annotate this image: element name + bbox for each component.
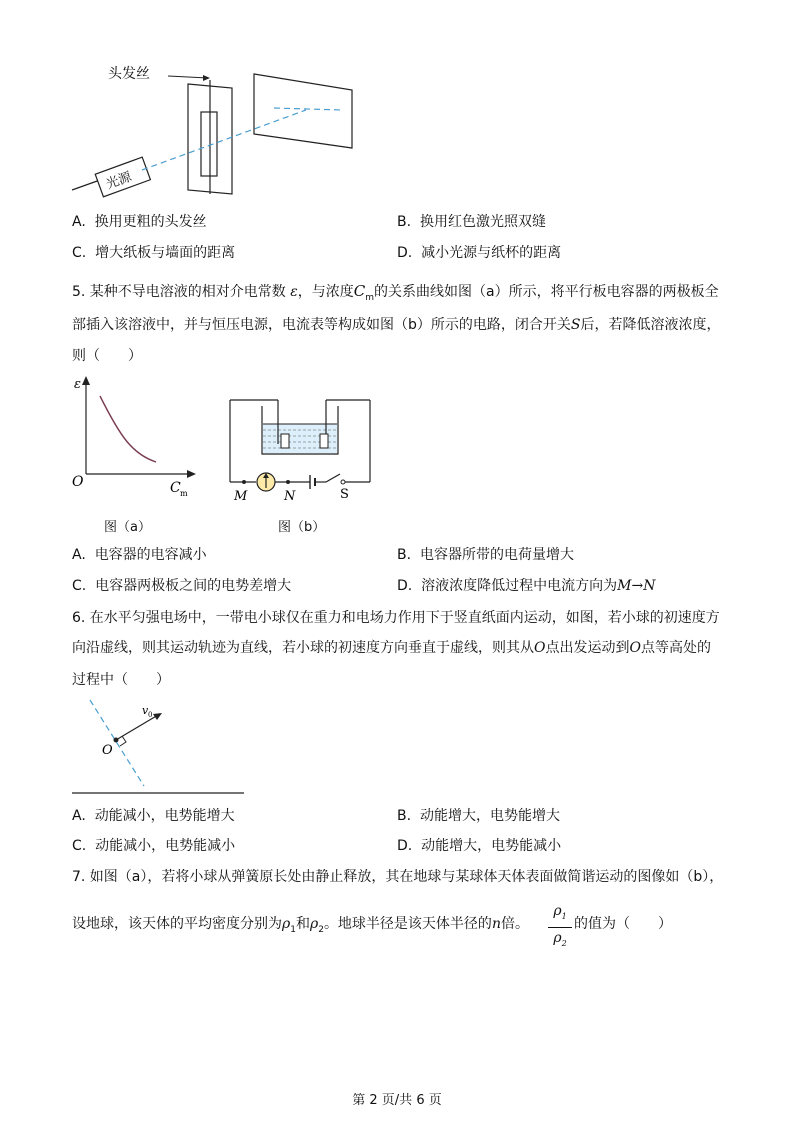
- q4-option-c[interactable]: [72, 243, 235, 263]
- q5-option-a[interactable]: [72, 545, 207, 565]
- fraction-denominator-sub: 2: [561, 938, 567, 948]
- option-key: A.: [72, 547, 86, 563]
- switch-symbol: S: [570, 317, 581, 333]
- q6-figure: [72, 698, 252, 798]
- page-footer: 第 2 页/共 6 页: [352, 1093, 442, 1108]
- field-motion-diagram: [72, 698, 252, 798]
- epsilon-cm-graph: [70, 374, 200, 504]
- cm-subscript: m: [365, 292, 375, 303]
- q5-option-c[interactable]: [72, 576, 291, 596]
- graph-origin: O: [72, 474, 84, 490]
- point-o: O: [629, 640, 641, 656]
- option-key: A.: [72, 214, 86, 230]
- q6-option-b[interactable]: [397, 806, 560, 826]
- q5-line-1: [72, 281, 719, 308]
- q4-source-label: 光源: [104, 169, 134, 193]
- q7-text: 。地球半径是该天体半径的: [323, 916, 492, 932]
- rho1-subscript: 1: [290, 924, 296, 935]
- q6-option-a[interactable]: [72, 806, 235, 826]
- capacitor-circuit: [226, 394, 376, 504]
- q7-text: 和: [295, 916, 310, 932]
- epsilon-symbol: ε: [290, 284, 298, 300]
- v0-sub: 0: [148, 711, 153, 719]
- q4-option-b[interactable]: [397, 212, 546, 232]
- node-n: N: [284, 489, 296, 504]
- v0-label: v: [142, 704, 149, 717]
- point-o: O: [534, 640, 546, 656]
- option-text: 换用红色激光照双缝: [419, 214, 546, 230]
- q4-figure: [60, 60, 380, 200]
- q5-circuit-b: [226, 394, 376, 534]
- option-text: 减小光源与纸杯的距离: [421, 245, 562, 261]
- fraction-denominator: ρ: [553, 929, 562, 946]
- option-text: 动能增大，电势能减小: [421, 838, 562, 854]
- q4-option-a[interactable]: [72, 212, 207, 232]
- rho-ratio-fraction: [548, 902, 572, 948]
- graph-y-label: ε: [74, 377, 81, 392]
- option-text: 溶液浓度降低过程中电流方向为: [421, 578, 618, 594]
- option-key: C.: [72, 838, 87, 854]
- q6-line-1: 6. 在水平匀强电场中，一带电小球仅在重力和电场力作用下于竖直纸面内运动，如图，若小球的初速度方: [72, 610, 720, 626]
- fraction-numerator: ρ: [553, 903, 562, 919]
- q6-text: 点出发运动到: [545, 640, 630, 656]
- option-text: 电容器的电容减小: [94, 547, 207, 563]
- q7-line-2: [72, 914, 529, 940]
- q4-option-d[interactable]: [397, 243, 561, 263]
- graph-x-label: C: [170, 480, 181, 496]
- q6-line-2: [72, 638, 711, 658]
- option-text: 电容器所带的电荷量增大: [419, 547, 574, 563]
- q6-line-3: 过程中（ ）: [72, 672, 170, 688]
- option-text: 动能减小，电势能减小: [95, 838, 236, 854]
- q6-option-c[interactable]: [72, 836, 235, 856]
- node-m: M: [234, 489, 248, 504]
- rho1-symbol: ρ: [282, 916, 291, 932]
- option-key: D.: [397, 578, 413, 594]
- graph-a-caption: 图（a）: [104, 520, 151, 535]
- option-key: A.: [72, 808, 86, 824]
- q7-text: 倍。: [500, 916, 529, 932]
- fraction-numerator-sub: 1: [561, 911, 567, 921]
- q5-graph-a: [70, 374, 200, 534]
- q5-text: ，与浓度: [297, 284, 354, 300]
- q6-option-d[interactable]: [397, 836, 561, 856]
- q7-line-1: 7. 如图（a），若将小球从弹簧原长处由静止释放，其在地球与某球体天体表面做简谐运动的图像如（b），: [72, 869, 724, 885]
- fraction-bar: [548, 927, 572, 928]
- q6-text: 点等高处的: [640, 640, 711, 656]
- option-tail: M→N: [617, 578, 656, 594]
- option-key: C.: [72, 578, 87, 594]
- q4-hair-label: 头发丝: [108, 66, 150, 82]
- option-key: D.: [397, 838, 413, 854]
- graph-b-caption: 图（b）: [278, 520, 326, 535]
- option-text: 电容器两极板之间的电势差增大: [95, 578, 292, 594]
- q7-line-2-tail: 的值为（ ）: [574, 916, 672, 932]
- graph-x-sub: m: [180, 489, 188, 498]
- switch-label: S: [340, 487, 349, 502]
- option-key: B.: [397, 214, 412, 230]
- q5-line-2: [72, 315, 720, 335]
- origin-o-label: O: [102, 743, 113, 758]
- q7-text: 设地球，该天体的平均密度分别为: [72, 916, 282, 932]
- option-key: D.: [397, 245, 413, 261]
- rho2-symbol: ρ: [309, 916, 319, 932]
- q5-text: 的关系曲线如图（a）所示，将平行板电容器的两极板全: [374, 284, 719, 300]
- q5-text: 部插入该溶液中，并与恒压电源，电流表等构成如图（b）所示的电路，闭合开关: [72, 317, 571, 333]
- option-text: 增大纸板与墙面的距离: [95, 245, 236, 261]
- q5-option-d[interactable]: [397, 576, 655, 596]
- option-text: 动能减小，电势能增大: [94, 808, 235, 824]
- option-key: B.: [397, 808, 412, 824]
- q5-line-3: 则（ ）: [72, 348, 142, 364]
- n-symbol: n: [491, 916, 501, 932]
- cm-symbol: C: [353, 282, 366, 300]
- q5-text: 后，若降低溶液浓度，: [580, 317, 721, 333]
- q5-text: 5. 某种不导电溶液的相对介电常数: [72, 284, 286, 300]
- option-text: 换用更粗的头发丝: [94, 214, 207, 230]
- rho2-subscript: 2: [318, 924, 324, 935]
- option-key: B.: [397, 547, 412, 563]
- option-key: C.: [72, 245, 87, 261]
- option-text: 动能增大，电势能增大: [419, 808, 560, 824]
- q5-option-b[interactable]: [397, 545, 574, 565]
- q6-text: 向沿虚线，则其运动轨迹为直线，若小球的初速度方向垂直于虚线，则其从: [72, 640, 534, 656]
